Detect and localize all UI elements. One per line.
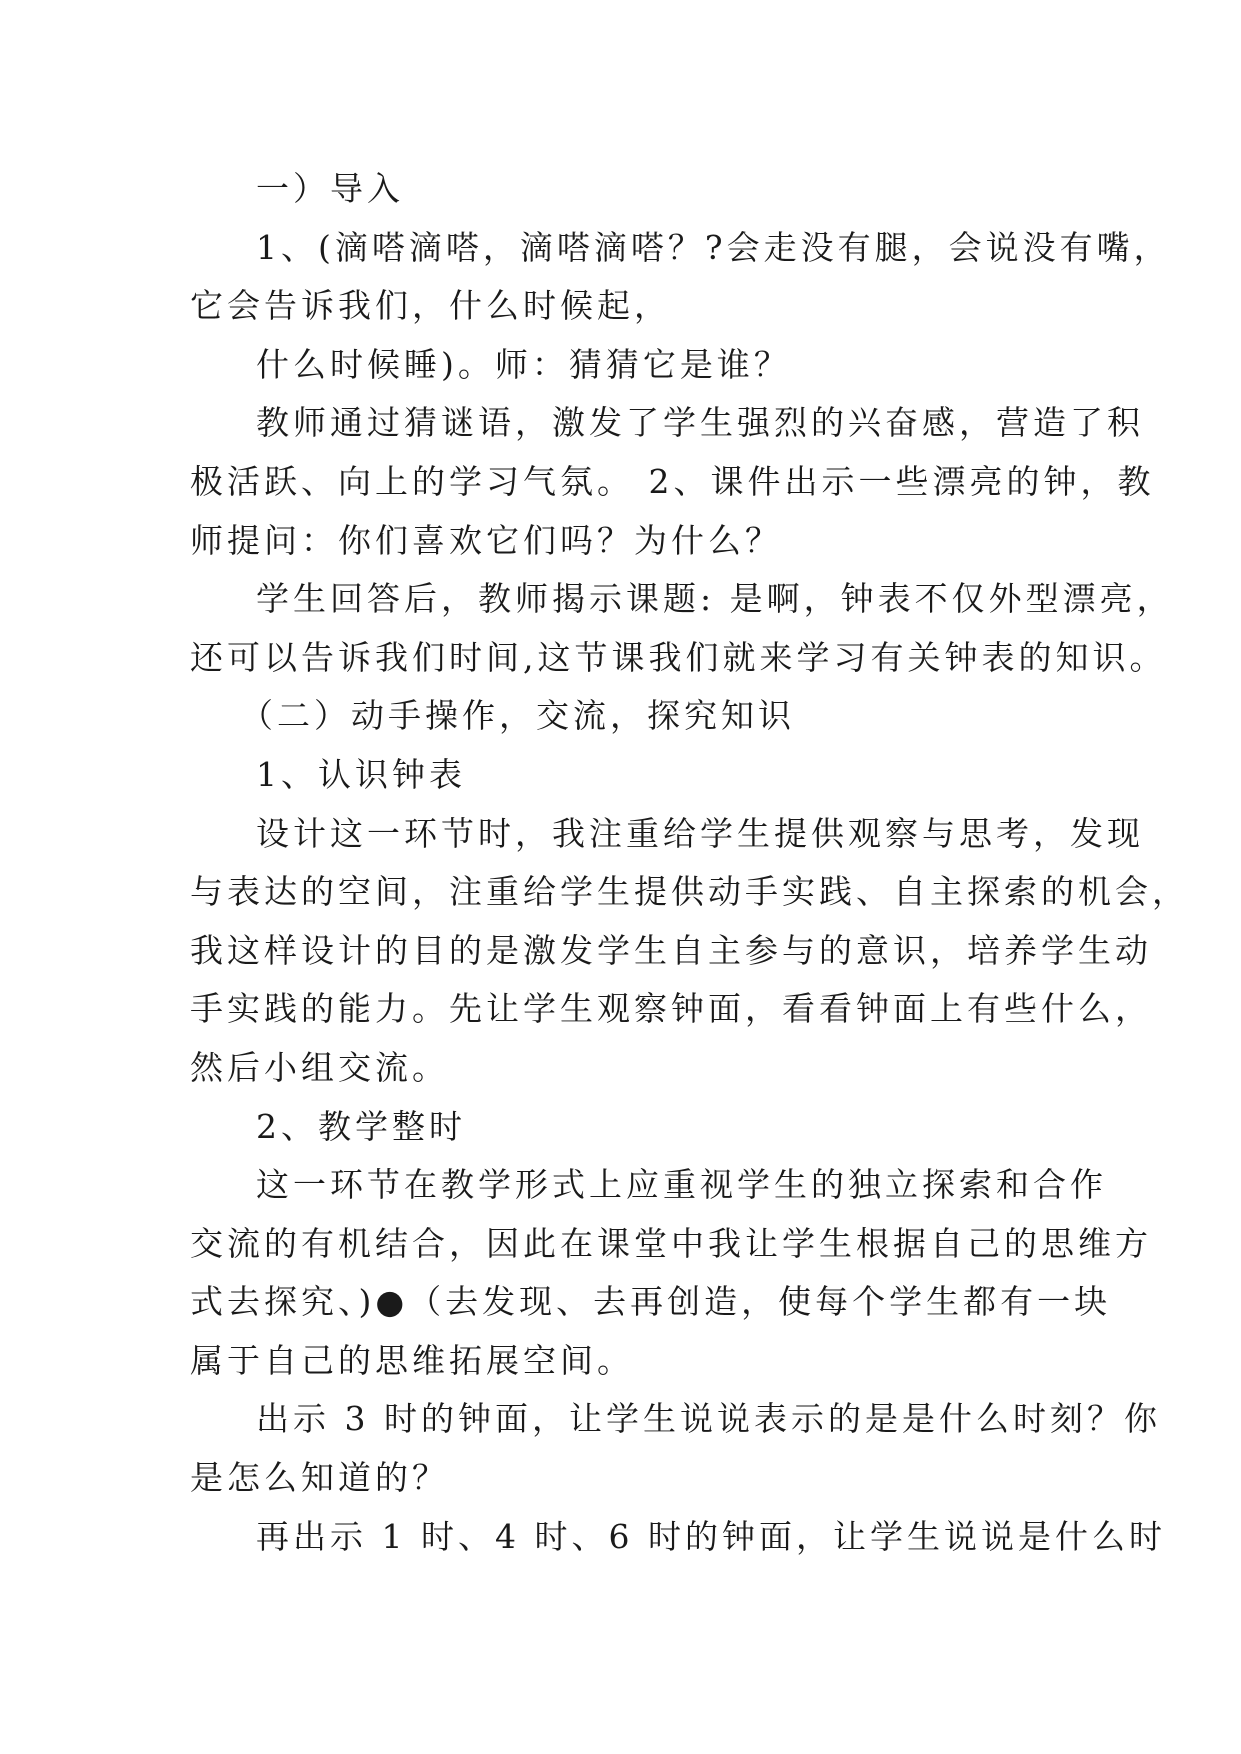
paragraph-line: 我这样设计的目的是激发学生自主参与的意识，培养学生动 bbox=[190, 930, 1152, 970]
subheading-recognize-clock: 1、认识钟表 bbox=[256, 754, 466, 794]
paragraph-line: 师提问：你们喜欢它们吗？为什么？ bbox=[190, 520, 782, 560]
paragraph-line: 属于自己的思维拓展空间。 bbox=[190, 1340, 634, 1380]
paragraph-line: 还可以告诉我们时间,这节课我们就来学习有关钟表的知识。 bbox=[190, 637, 1167, 677]
paragraph-line: 然后小组交流。 bbox=[190, 1047, 449, 1087]
paragraph-line: 极活跃、向上的学习气氛。 2、课件出示一些漂亮的钟，教 bbox=[190, 461, 1155, 501]
paragraph-line: 1、(滴嗒滴嗒，滴嗒滴嗒？?会走没有腿，会说没有嘴， bbox=[256, 227, 1171, 267]
paragraph-line: 它会告诉我们，什么时候起， bbox=[190, 286, 671, 326]
paragraph-line: 教师通过猜谜语，激发了学生强烈的兴奋感，营造了积 bbox=[256, 403, 1144, 443]
heading-introduction: 一）导入 bbox=[256, 169, 404, 208]
heading-section-two: （二）动手操作，交流，探究知识 bbox=[240, 696, 795, 736]
paragraph-line: 是怎么知道的？ bbox=[190, 1458, 449, 1498]
paragraph-line: 式去探究、)●（去发现、去再创造，使每个学生都有一块 bbox=[190, 1282, 1112, 1322]
paragraph-line: 交流的有机结合，因此在课堂中我让学生根据自己的思维方 bbox=[190, 1223, 1152, 1263]
paragraph-line: 设计这一环节时，我注重给学生提供观察与思考，发现 bbox=[256, 813, 1144, 853]
subheading-teach-whole-hour: 2、教学整时 bbox=[256, 1106, 466, 1146]
paragraph-line: 什么时候睡)。师：猜猜它是谁？ bbox=[256, 344, 791, 384]
paragraph-line: 与表达的空间，注重给学生提供动手实践、自主探索的机会， bbox=[190, 872, 1189, 912]
paragraph-line: 这一环节在教学形式上应重视学生的独立探索和合作 bbox=[256, 1165, 1107, 1205]
paragraph-line: 学生回答后，教师揭示课题: 是啊，钟表不仅外型漂亮， bbox=[256, 579, 1174, 619]
paragraph-line: 出示 3 时的钟面，让学生说说表示的是是什么时刻？你 bbox=[256, 1399, 1161, 1439]
paragraph-line: 再出示 1 时、4 时、6 时的钟面，让学生说说是什么时 bbox=[256, 1516, 1166, 1556]
document-body bbox=[190, 160, 1189, 1566]
paragraph-line: 手实践的能力。先让学生观察钟面，看看钟面上有些什么， bbox=[190, 989, 1152, 1029]
